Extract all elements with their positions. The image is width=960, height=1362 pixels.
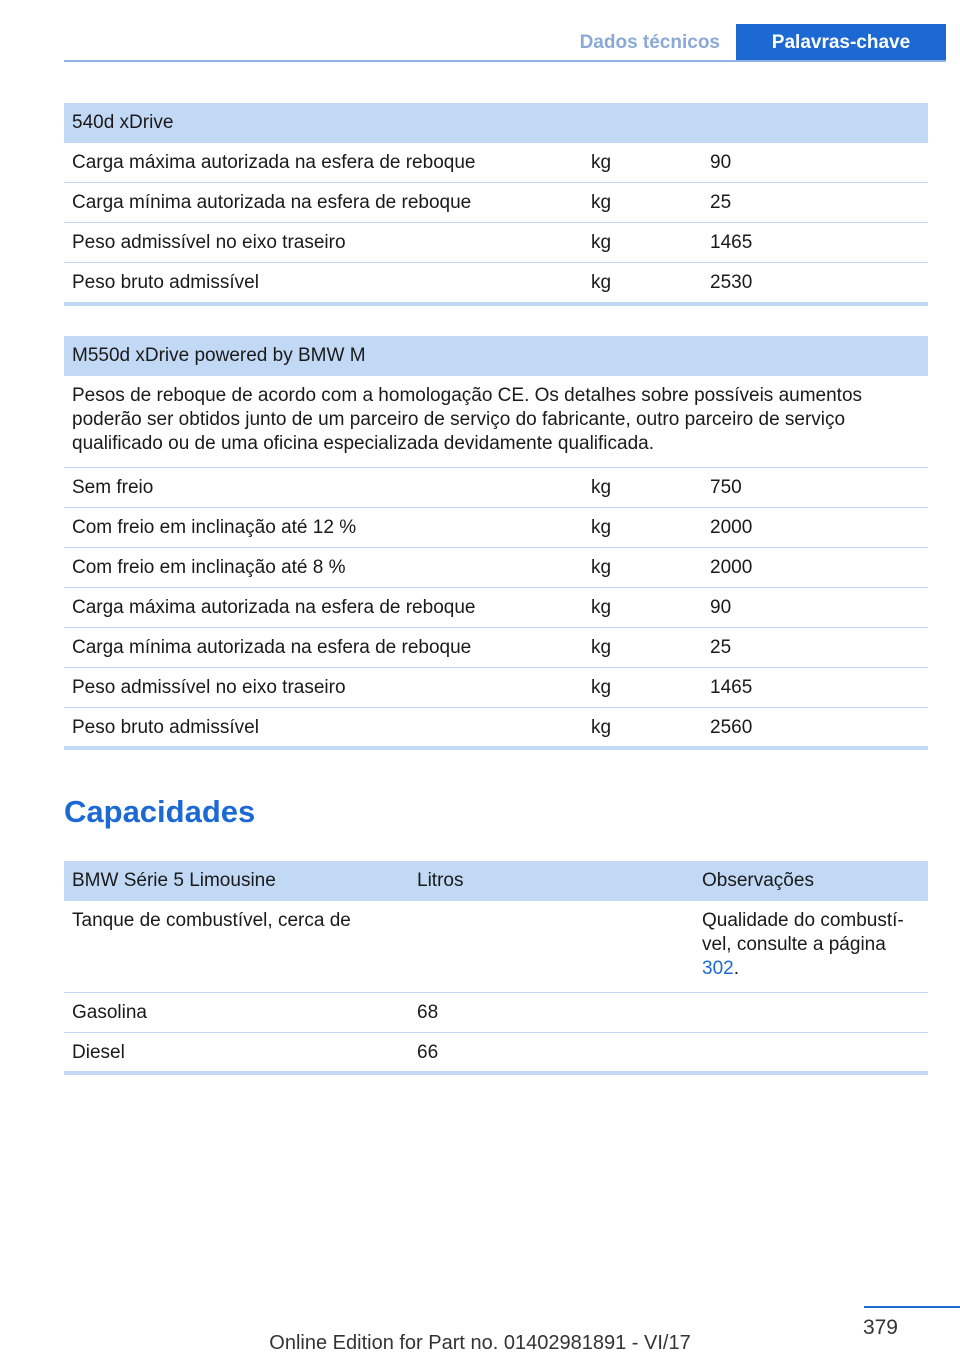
- cell-label: Gasolina: [64, 993, 409, 1033]
- cell-unit: kg: [583, 548, 702, 588]
- cell-label: Carga mínima autorizada na esfera de reboque: [64, 183, 583, 223]
- table-header-row: [64, 861, 928, 901]
- table-row: [64, 183, 928, 223]
- table-row: [64, 508, 928, 548]
- cell-value: 25: [702, 628, 928, 668]
- cell-value: [409, 901, 694, 993]
- tab-dados-tecnicos[interactable]: Dados técnicos: [579, 32, 720, 53]
- table-note-row: [64, 376, 928, 468]
- tab-palavras-chave[interactable]: Palavras-chave: [736, 24, 946, 62]
- cell-label: Carga máxima autorizada na esfera de reboque: [64, 588, 583, 628]
- cell-label: Tanque de combustível, cerca de: [64, 901, 409, 993]
- cell-value: 90: [702, 143, 928, 183]
- page-link[interactable]: 302: [702, 958, 734, 979]
- header-rule: [64, 60, 946, 62]
- cell-label: Peso admissível no eixo traseiro: [64, 668, 583, 708]
- cell-unit: kg: [583, 183, 702, 223]
- cell-label: Carga mínima autorizada na esfera de reboque: [64, 628, 583, 668]
- edition-footer: Online Edition for Part no. 01402981891 - VI/17: [269, 1332, 691, 1354]
- table-row: [64, 468, 928, 508]
- table-title-row: [64, 336, 928, 376]
- note-text: Qualidade do combustí-vel, consulte a página: [702, 910, 904, 955]
- table-end-rule: [64, 302, 928, 306]
- table-row: [64, 668, 928, 708]
- cell-unit: kg: [591, 272, 612, 293]
- table-row: [64, 1033, 928, 1073]
- column-header: Observações: [694, 861, 928, 901]
- cell-unit: kg: [583, 468, 702, 508]
- cell-value: 2560: [710, 717, 753, 738]
- cell-note: [694, 993, 928, 1033]
- page-header: [64, 24, 946, 62]
- table-note: Pesos de reboque de acordo com a homologação CE. Os detalhes sobre possíveis aumentos poderão ser obtidos junto de um parceiro de serviço do fabricante, outro parceiro de serviço qualificado ou de uma oficina especializada devidamente qualificada.: [64, 376, 928, 468]
- table-title-row: [64, 103, 928, 143]
- section-title: Capacidades: [64, 794, 256, 829]
- cell-value: 25: [702, 183, 928, 223]
- cell-label: Sem freio: [64, 468, 583, 508]
- cell-label: Peso bruto admissível: [72, 717, 259, 738]
- table-row: [64, 901, 928, 993]
- cell-unit: kg: [583, 223, 702, 263]
- column-header: Litros: [409, 861, 694, 901]
- cell-unit: kg: [591, 717, 612, 738]
- note-end: .: [733, 958, 739, 979]
- cell-unit: kg: [583, 668, 702, 708]
- cell-unit: kg: [583, 143, 702, 183]
- table-540d-xdrive: [64, 103, 928, 302]
- cell-unit: kg: [583, 508, 702, 548]
- table-row: [64, 993, 928, 1033]
- cell-value: 750: [702, 468, 928, 508]
- cell-value: 2530: [710, 272, 753, 293]
- cell-value: 2000: [702, 548, 928, 588]
- table-row: [64, 548, 928, 588]
- table-row: [64, 223, 928, 263]
- table-m550d-xdrive: [64, 336, 928, 747]
- cell-unit: kg: [583, 588, 702, 628]
- table-end-rule: [64, 1071, 928, 1075]
- table-title: M550d xDrive powered by BMW M: [64, 336, 928, 376]
- cell-value: 2000: [702, 508, 928, 548]
- cell-note: [694, 1033, 928, 1073]
- table-row: [64, 628, 928, 668]
- cell-label: Com freio em inclinação até 12 %: [64, 508, 583, 548]
- table-end-rule: [64, 746, 928, 750]
- table-row: [64, 588, 928, 628]
- column-header: BMW Série 5 Limousine: [64, 861, 409, 901]
- table-row: [64, 263, 928, 303]
- footer-rule: [864, 1306, 960, 1308]
- table-row: [64, 708, 928, 748]
- cell-value: 1465: [702, 223, 928, 263]
- cell-note: [694, 901, 928, 993]
- page-number: 379: [862, 1316, 898, 1339]
- cell-value: 90: [702, 588, 928, 628]
- cell-value: 1465: [702, 668, 928, 708]
- table-capacidades: [64, 861, 928, 1072]
- table-title: 540d xDrive: [64, 103, 928, 143]
- cell-label: Peso bruto admissível: [72, 272, 259, 293]
- cell-label: Peso admissível no eixo traseiro: [64, 223, 583, 263]
- cell-value: 66: [417, 1042, 439, 1063]
- cell-unit: kg: [583, 628, 702, 668]
- cell-label: Carga máxima autorizada na esfera de reboque: [64, 143, 583, 183]
- table-row: [64, 143, 928, 183]
- cell-label: Diesel: [72, 1042, 125, 1063]
- cell-value: 68: [409, 993, 694, 1033]
- cell-label: Com freio em inclinação até 8 %: [64, 548, 583, 588]
